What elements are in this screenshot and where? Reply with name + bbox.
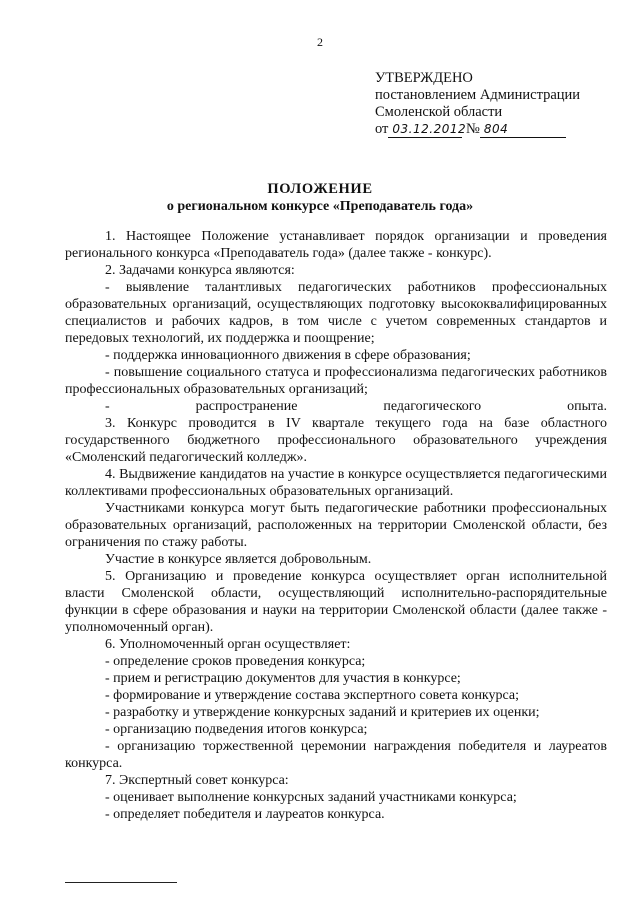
paragraph-15: - формирование и утверждение состава экспертного совета конкурса; [105, 688, 520, 703]
paragraph-6: - распространение педагогического опыта. [105, 399, 607, 414]
paragraph-13: - определение сроков проведения конкурса; [105, 654, 366, 669]
paragraph-18: - организацию торжественной церемонии награждения победителя и лауреатов конкурса. [65, 739, 607, 771]
paragraph-9: Участниками конкурса могут быть педагогические работники профессиональных образовательных организаций, расположенных на территории Смоленской области, без ограничения по стажу работы. [65, 501, 607, 550]
paragraph-12: 6. Уполномоченный орган осуществляет: [105, 637, 351, 652]
paragraph-16: - разработку и утверждение конкурсных заданий и критериев их оценки; [105, 705, 540, 720]
paragraph-10: Участие в конкурсе является добровольным. [105, 552, 372, 567]
approval-line-1: постановлением Администрации [375, 87, 581, 103]
paragraph-7: 3. Конкурс проводится в IV квартале текущего года на базе областного государственного бюджетного профессионального образовательного учреждения «Смоленский педагогический колледж». [65, 416, 607, 465]
footnote-divider [65, 882, 177, 883]
paragraph-3: - выявление талантливых педагогических работников профессиональных образовательных организаций, осуществляющих подготовку высококвалифицированных специалистов и рабочих кадров, в том числе с учетом современных стандартов и передовых технологий, их поддержка и поощрение; [65, 280, 607, 346]
page-number: 2 [317, 35, 323, 49]
approval-line-2: Смоленской области [375, 104, 503, 120]
document-body [65, 228, 607, 823]
paragraph-21: - определяет победителя и лауреатов конкурса. [105, 807, 385, 822]
paragraph-11: 5. Организацию и проведение конкурса осуществляет орган исполнительной власти Смоленской области, осуществляющий исполнительно-распорядительные функции в сфере образования и науки на территории Смоленской области (далее также - уполномоченный орган). [65, 569, 607, 635]
approval-number-label: № [466, 121, 480, 137]
approval-from-label: от [375, 121, 389, 137]
approval-reference [375, 121, 605, 138]
paragraph-8: 4. Выдвижение кандидатов на участие в конкурсе осуществляется педагогическими коллективами профессиональных образовательных организаций. [65, 467, 607, 499]
approval-date: 03.12.2012 [388, 122, 462, 138]
paragraph-5: - повышение социального статуса и профессионализма педагогических работников профессиональных образовательных организаций; [65, 365, 607, 397]
paragraph-17: - организацию подведения итогов конкурса; [105, 722, 368, 737]
paragraph-14: - прием и регистрацию документов для участия в конкурсе; [105, 671, 461, 686]
paragraph-1: 1. Настоящее Положение устанавливает порядок организации и проведения регионального конкурса «Преподаватель года» (далее также - конкурс). [65, 229, 607, 261]
document-title: ПОЛОЖЕНИЕ [267, 181, 373, 197]
paragraph-19: 7. Экспертный совет конкурса: [105, 773, 289, 788]
approval-number: 804 [480, 122, 566, 138]
paragraph-20: - оценивает выполнение конкурсных заданий участниками конкурса; [105, 790, 517, 805]
approval-heading: УТВЕРЖДЕНО [375, 70, 473, 86]
document-title-block [0, 180, 640, 216]
approval-stamp [375, 70, 605, 138]
document-subtitle: о региональном конкурсе «Преподаватель года» [166, 199, 474, 214]
paragraph-4: - поддержка инновационного движения в сфере образования; [105, 348, 471, 363]
paragraph-2: 2. Задачами конкурса являются: [105, 263, 295, 278]
